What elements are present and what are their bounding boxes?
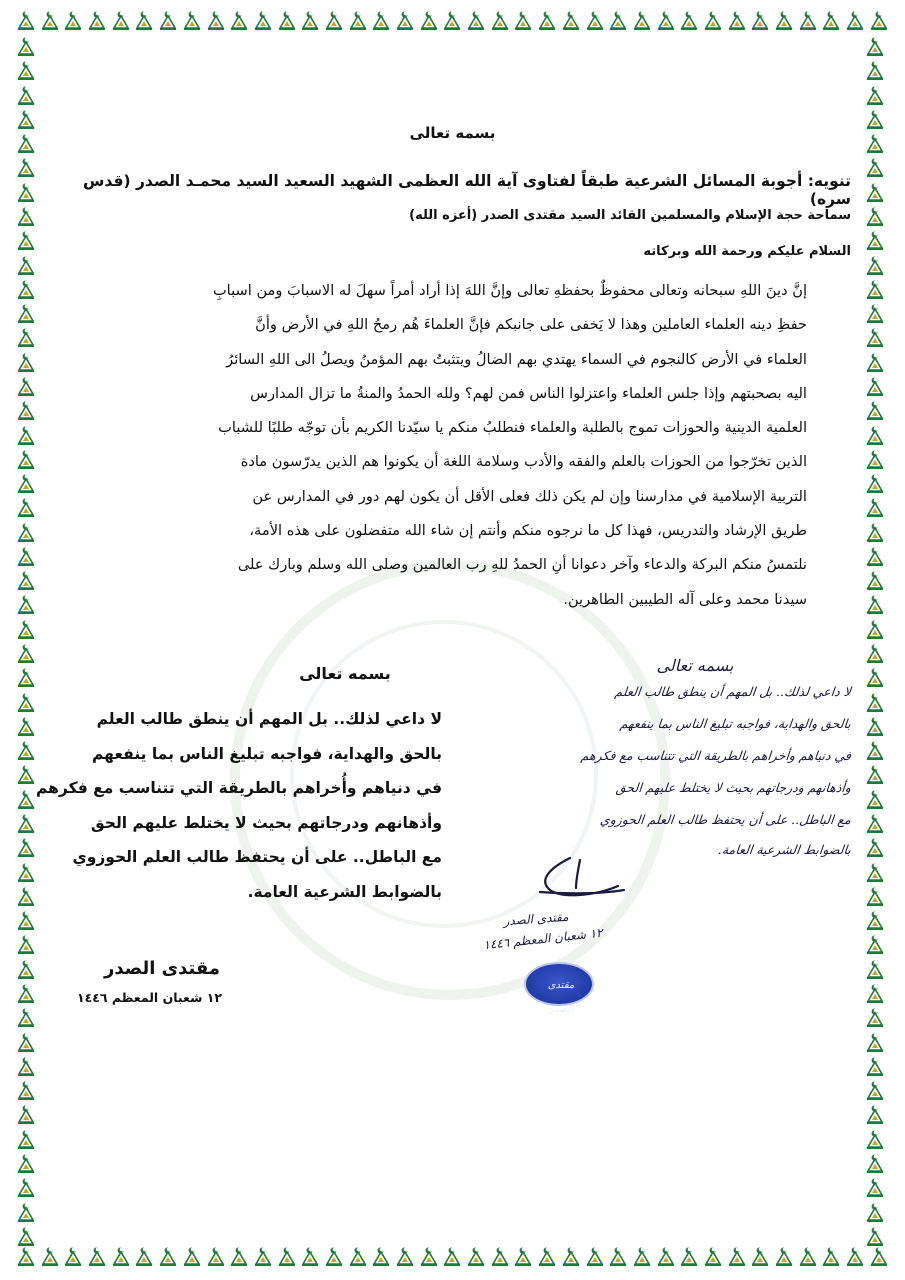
crescent-dome-ornament-icon bbox=[798, 10, 818, 32]
crescent-dome-ornament-icon bbox=[865, 1153, 885, 1175]
crescent-dome-ornament-icon bbox=[300, 1246, 320, 1268]
reply-line: وأذهانهم ودرجاتهم بحيث لا يختلط عليهم الحق bbox=[90, 813, 442, 832]
reply-body bbox=[22, 702, 442, 909]
crescent-dome-ornament-icon bbox=[419, 10, 439, 32]
crescent-dome-ornament-icon bbox=[865, 182, 885, 204]
crescent-dome-ornament-icon bbox=[182, 1246, 202, 1268]
reply-line: مع الباطل.. على أن يحتفظ طالب العلم الحوزوي bbox=[72, 848, 442, 866]
crescent-dome-ornament-icon bbox=[182, 10, 202, 32]
border-bottom bbox=[16, 1246, 889, 1270]
crescent-dome-ornament-icon bbox=[865, 1226, 885, 1248]
crescent-dome-ornament-icon bbox=[865, 425, 885, 447]
crescent-dome-ornament-icon bbox=[40, 1246, 60, 1268]
reply-basmala: بسمه تعالى bbox=[299, 664, 391, 683]
crescent-dome-ornament-icon bbox=[16, 60, 36, 82]
crescent-dome-ornament-icon bbox=[703, 1246, 723, 1268]
crescent-dome-ornament-icon bbox=[16, 473, 36, 495]
crescent-dome-ornament-icon bbox=[865, 789, 885, 811]
crescent-dome-ornament-icon bbox=[513, 10, 533, 32]
crescent-dome-ornament-icon bbox=[750, 1246, 770, 1268]
crescent-dome-ornament-icon bbox=[865, 497, 885, 519]
crescent-dome-ornament-icon bbox=[865, 1056, 885, 1078]
question-line: طريق الإرشاد والتدريس، فهذا كل ما نرجوه منكم وأنتم إن شاء الله متفضلون على هذه الأمة، bbox=[249, 522, 807, 540]
crescent-dome-ornament-icon bbox=[16, 1153, 36, 1175]
question-line: العلمية الدينية والحوزات تموج بالطلبة والعلماء فنطلبُ منكم يا سيّدنا الكريم بأن توجّه طلبًا للشباب bbox=[218, 419, 807, 437]
crescent-dome-ornament-icon bbox=[865, 400, 885, 422]
crescent-dome-ornament-icon bbox=[490, 10, 510, 32]
crescent-dome-ornament-icon bbox=[253, 10, 273, 32]
notice-line: تنويه: أجوبة المسائل الشرعية طبقاً لفتاوى آية الله العظمى الشهيد السعيد السيد محمـد الصدر (قدس سره) bbox=[82, 172, 851, 208]
crescent-dome-ornament-icon bbox=[87, 10, 107, 32]
crescent-dome-ornament-icon bbox=[16, 1032, 36, 1054]
crescent-dome-ornament-icon bbox=[608, 10, 628, 32]
crescent-dome-ornament-icon bbox=[865, 886, 885, 908]
crescent-dome-ornament-icon bbox=[561, 10, 581, 32]
crescent-dome-ornament-icon bbox=[63, 10, 83, 32]
crescent-dome-ornament-icon bbox=[798, 1246, 818, 1268]
crescent-dome-ornament-icon bbox=[490, 1246, 510, 1268]
crescent-dome-ornament-icon bbox=[16, 910, 36, 932]
crescent-dome-ornament-icon bbox=[865, 206, 885, 228]
handwritten-line: وأذهانهم ودرجاتهم بحيث لا يختلط عليهم الحق bbox=[615, 780, 852, 795]
crescent-dome-ornament-icon bbox=[16, 36, 36, 58]
crescent-dome-ornament-icon bbox=[865, 1104, 885, 1126]
crescent-dome-ornament-icon bbox=[865, 716, 885, 738]
crescent-dome-ornament-icon bbox=[16, 546, 36, 568]
crescent-dome-ornament-icon bbox=[869, 10, 889, 32]
crescent-dome-ornament-icon bbox=[561, 1246, 581, 1268]
crescent-dome-ornament-icon bbox=[865, 157, 885, 179]
crescent-dome-ornament-icon bbox=[845, 10, 865, 32]
crescent-dome-ornament-icon bbox=[16, 303, 36, 325]
crescent-dome-ornament-icon bbox=[206, 1246, 226, 1268]
crescent-dome-ornament-icon bbox=[40, 10, 60, 32]
crescent-dome-ornament-icon bbox=[821, 10, 841, 32]
crescent-dome-ornament-icon bbox=[16, 327, 36, 349]
question-line: سيدنا محمد وعلى آله الطيبين الطاهرين. bbox=[563, 590, 807, 608]
crescent-dome-ornament-icon bbox=[134, 1246, 154, 1268]
crescent-dome-ornament-icon bbox=[865, 619, 885, 641]
crescent-dome-ornament-icon bbox=[111, 1246, 131, 1268]
signature-icon bbox=[520, 850, 630, 910]
crescent-dome-ornament-icon bbox=[750, 10, 770, 32]
crescent-dome-ornament-icon bbox=[865, 1202, 885, 1224]
crescent-dome-ornament-icon bbox=[865, 60, 885, 82]
crescent-dome-ornament-icon bbox=[16, 1007, 36, 1029]
crescent-dome-ornament-icon bbox=[300, 10, 320, 32]
crescent-dome-ornament-icon bbox=[253, 1246, 273, 1268]
crescent-dome-ornament-icon bbox=[277, 1246, 297, 1268]
crescent-dome-ornament-icon bbox=[16, 425, 36, 447]
crescent-dome-ornament-icon bbox=[16, 10, 36, 32]
crescent-dome-ornament-icon bbox=[865, 643, 885, 665]
crescent-dome-ornament-icon bbox=[727, 1246, 747, 1268]
crescent-dome-ornament-icon bbox=[608, 1246, 628, 1268]
crescent-dome-ornament-icon bbox=[865, 1129, 885, 1151]
crescent-dome-ornament-icon bbox=[16, 449, 36, 471]
crescent-dome-ornament-icon bbox=[111, 10, 131, 32]
handwritten-line: مع الباطل.. على أن يحتفظ طالب العلم الحوزوي bbox=[599, 812, 852, 827]
crescent-dome-ornament-icon bbox=[16, 1104, 36, 1126]
crescent-dome-ornament-icon bbox=[865, 303, 885, 325]
crescent-dome-ornament-icon bbox=[865, 983, 885, 1005]
crescent-dome-ornament-icon bbox=[16, 376, 36, 398]
question-line: التربية الإسلامية في مدارسنا وإن لم يكن ذلك فعلى الأقل أن يكون لهم دور في المدارس عن bbox=[252, 487, 807, 505]
crescent-dome-ornament-icon bbox=[16, 570, 36, 592]
crescent-dome-ornament-icon bbox=[865, 1080, 885, 1102]
crescent-dome-ornament-icon bbox=[16, 182, 36, 204]
crescent-dome-ornament-icon bbox=[865, 740, 885, 762]
crescent-dome-ornament-icon bbox=[865, 36, 885, 58]
crescent-dome-ornament-icon bbox=[585, 1246, 605, 1268]
crescent-dome-ornament-icon bbox=[16, 352, 36, 374]
handwritten-signature-name: مقتدى الصدر bbox=[503, 909, 569, 929]
reply-line: بالحق والهداية، فواجبه تبليغ الناس بما ينفعهم bbox=[92, 744, 442, 763]
crescent-dome-ornament-icon bbox=[16, 522, 36, 544]
crescent-dome-ornament-icon bbox=[395, 1246, 415, 1268]
crescent-dome-ornament-icon bbox=[774, 10, 794, 32]
crescent-dome-ornament-icon bbox=[865, 862, 885, 884]
crescent-dome-ornament-icon bbox=[206, 10, 226, 32]
crescent-dome-ornament-icon bbox=[16, 497, 36, 519]
crescent-dome-ornament-icon bbox=[16, 959, 36, 981]
crescent-dome-ornament-icon bbox=[865, 352, 885, 374]
basmala-title: بسمه تعالى bbox=[409, 124, 496, 142]
crescent-dome-ornament-icon bbox=[229, 1246, 249, 1268]
border-right bbox=[865, 36, 889, 1248]
crescent-dome-ornament-icon bbox=[632, 1246, 652, 1268]
crescent-dome-ornament-icon bbox=[703, 10, 723, 32]
crescent-dome-ornament-icon bbox=[869, 1246, 889, 1268]
crescent-dome-ornament-icon bbox=[371, 10, 391, 32]
crescent-dome-ornament-icon bbox=[865, 85, 885, 107]
crescent-dome-ornament-icon bbox=[16, 643, 36, 665]
crescent-dome-ornament-icon bbox=[865, 1032, 885, 1054]
crescent-dome-ornament-icon bbox=[821, 1246, 841, 1268]
crescent-dome-ornament-icon bbox=[395, 10, 415, 32]
crescent-dome-ornament-icon bbox=[865, 692, 885, 714]
border-left bbox=[16, 36, 40, 1248]
crescent-dome-ornament-icon bbox=[585, 10, 605, 32]
crescent-dome-ornament-icon bbox=[865, 230, 885, 252]
crescent-dome-ornament-icon bbox=[16, 206, 36, 228]
crescent-dome-ornament-icon bbox=[16, 1226, 36, 1248]
question-line: إنَّ دينَ اللهِ سبحانه وتعالى محفوظٌ بحفظهِ تعالى وإنَّ اللهَ إذا أراد أمراً سهلَ له الاسبابَ ومن اسبابِ bbox=[212, 282, 807, 299]
crescent-dome-ornament-icon bbox=[537, 1246, 557, 1268]
reply-signature-name: مقتدى الصدر bbox=[103, 958, 220, 979]
handwritten-line: بالضوابط الشرعية العامة. bbox=[717, 842, 852, 857]
question-line: اليه بصحبتهم وإذا جلس العلماء واعتزلوا الناس فمن لهم؟ ولله الحمدُ والمنةُ ما تزال المدارس bbox=[250, 384, 807, 402]
crescent-dome-ornament-icon bbox=[134, 10, 154, 32]
crescent-dome-ornament-icon bbox=[16, 594, 36, 616]
crescent-dome-ornament-icon bbox=[679, 1246, 699, 1268]
crescent-dome-ornament-icon bbox=[656, 10, 676, 32]
crescent-dome-ornament-icon bbox=[348, 10, 368, 32]
crescent-dome-ornament-icon bbox=[865, 910, 885, 932]
crescent-dome-ornament-icon bbox=[865, 255, 885, 277]
crescent-dome-ornament-icon bbox=[16, 667, 36, 689]
question-line: الذين تخرّجوا من الحوزات بالعلم والفقه والأدب وسلامة اللغة أن يكونوا هم الذين يدرّسون مادة bbox=[240, 453, 807, 471]
crescent-dome-ornament-icon bbox=[865, 1177, 885, 1199]
crescent-dome-ornament-icon bbox=[865, 594, 885, 616]
crescent-dome-ornament-icon bbox=[865, 327, 885, 349]
crescent-dome-ornament-icon bbox=[16, 230, 36, 252]
crescent-dome-ornament-icon bbox=[632, 10, 652, 32]
crescent-dome-ornament-icon bbox=[16, 619, 36, 641]
crescent-dome-ornament-icon bbox=[513, 1246, 533, 1268]
crescent-dome-ornament-icon bbox=[16, 1202, 36, 1224]
handwritten-signature-date: ١٢ شعبان المعظم ١٤٤٦ bbox=[482, 925, 604, 953]
question-line: نلتمسُ منكم البركة والدعاء وآخر دعوانا أنِ الحمدُ للهِ رب العالمين وصلى الله وسلم وبارك على bbox=[237, 556, 807, 574]
crescent-dome-ornament-icon bbox=[16, 85, 36, 107]
crescent-dome-ornament-icon bbox=[865, 667, 885, 689]
crescent-dome-ornament-icon bbox=[865, 934, 885, 956]
crescent-dome-ornament-icon bbox=[865, 764, 885, 786]
crescent-dome-ornament-icon bbox=[865, 813, 885, 835]
crescent-dome-ornament-icon bbox=[865, 449, 885, 471]
crescent-dome-ornament-icon bbox=[466, 10, 486, 32]
crescent-dome-ornament-icon bbox=[865, 570, 885, 592]
crescent-dome-ornament-icon bbox=[865, 837, 885, 859]
crescent-dome-ornament-icon bbox=[87, 1246, 107, 1268]
question-body bbox=[95, 274, 807, 617]
crescent-dome-ornament-icon bbox=[16, 400, 36, 422]
crescent-dome-ornament-icon bbox=[774, 1246, 794, 1268]
recipient-line: سماحة حجة الإسلام والمسلمين القائد السيد مقتدى الصدر (أعزه الله) bbox=[409, 208, 851, 223]
crescent-dome-ornament-icon bbox=[442, 1246, 462, 1268]
crescent-dome-ornament-icon bbox=[865, 522, 885, 544]
crescent-dome-ornament-icon bbox=[845, 1246, 865, 1268]
greeting-line: السلام عليكم ورحمة الله وبركاته bbox=[643, 244, 851, 259]
reply-date: ١٢ شعبان المعظم ١٤٤٦ bbox=[76, 990, 222, 1005]
crescent-dome-ornament-icon bbox=[229, 10, 249, 32]
crescent-dome-ornament-icon bbox=[16, 157, 36, 179]
crescent-dome-ornament-icon bbox=[865, 546, 885, 568]
crescent-dome-ornament-icon bbox=[16, 255, 36, 277]
crescent-dome-ornament-icon bbox=[537, 10, 557, 32]
crescent-dome-ornament-icon bbox=[371, 1246, 391, 1268]
crescent-dome-ornament-icon bbox=[158, 1246, 178, 1268]
reply-line: بالضوابط الشرعية العامة. bbox=[247, 882, 442, 901]
crescent-dome-ornament-icon bbox=[324, 10, 344, 32]
handwritten-line: بالحق والهداية، فواجبه تبليغ الناس بما ينفعهم bbox=[619, 716, 852, 731]
crescent-dome-ornament-icon bbox=[16, 1129, 36, 1151]
crescent-dome-ornament-icon bbox=[324, 1246, 344, 1268]
crescent-dome-ornament-icon bbox=[442, 10, 462, 32]
crescent-dome-ornament-icon bbox=[16, 1080, 36, 1102]
reply-line: في دنياهم وأُخراهم بالطريقة التي تتناسب مع فكرهم bbox=[36, 779, 442, 797]
crescent-dome-ornament-icon bbox=[466, 1246, 486, 1268]
crescent-dome-ornament-icon bbox=[16, 1177, 36, 1199]
crescent-dome-ornament-icon bbox=[656, 1246, 676, 1268]
crescent-dome-ornament-icon bbox=[865, 473, 885, 495]
question-line: العلماء في الأرض كالنجوم في السماء يهتدي بهم الضالُ ويتثبتُ بهم المؤمنُ ويصلُ الى اللهِ السائرُ bbox=[226, 350, 807, 368]
crescent-dome-ornament-icon bbox=[419, 1246, 439, 1268]
crescent-dome-ornament-icon bbox=[865, 376, 885, 398]
handwritten-line: في دنياهم وأخراهم بالطريقة التي تتناسب مع فكرهم bbox=[580, 748, 852, 763]
crescent-dome-ornament-icon bbox=[277, 10, 297, 32]
question-line: حفظِ دينه العلماء العاملين وهذا لا يَخفى على جانبكم فإنَّ العلماءَ هُم رمحُ اللهِ في الأرض وأنَّ bbox=[255, 316, 807, 334]
handwritten-line: لا داعي لذلك.. بل المهم أن ينطق طالب العلم bbox=[613, 684, 852, 699]
crescent-dome-ornament-icon bbox=[865, 1007, 885, 1029]
crescent-dome-ornament-icon bbox=[727, 10, 747, 32]
crescent-dome-ornament-icon bbox=[865, 279, 885, 301]
seal-text: مقتدى الصدر bbox=[547, 980, 575, 1015]
stamp-seal-icon bbox=[524, 962, 594, 1015]
crescent-dome-ornament-icon bbox=[865, 959, 885, 981]
crescent-dome-ornament-icon bbox=[348, 1246, 368, 1268]
crescent-dome-ornament-icon bbox=[679, 10, 699, 32]
crescent-dome-ornament-icon bbox=[16, 279, 36, 301]
handwritten-basmala: بسمه تعالى bbox=[656, 656, 734, 675]
border-top bbox=[16, 10, 889, 34]
reply-line: لا داعي لذلك.. بل المهم أن ينطق طالب العلم bbox=[96, 710, 442, 728]
crescent-dome-ornament-icon bbox=[16, 1246, 36, 1268]
crescent-dome-ornament-icon bbox=[158, 10, 178, 32]
crescent-dome-ornament-icon bbox=[16, 934, 36, 956]
crescent-dome-ornament-icon bbox=[16, 1056, 36, 1078]
crescent-dome-ornament-icon bbox=[63, 1246, 83, 1268]
